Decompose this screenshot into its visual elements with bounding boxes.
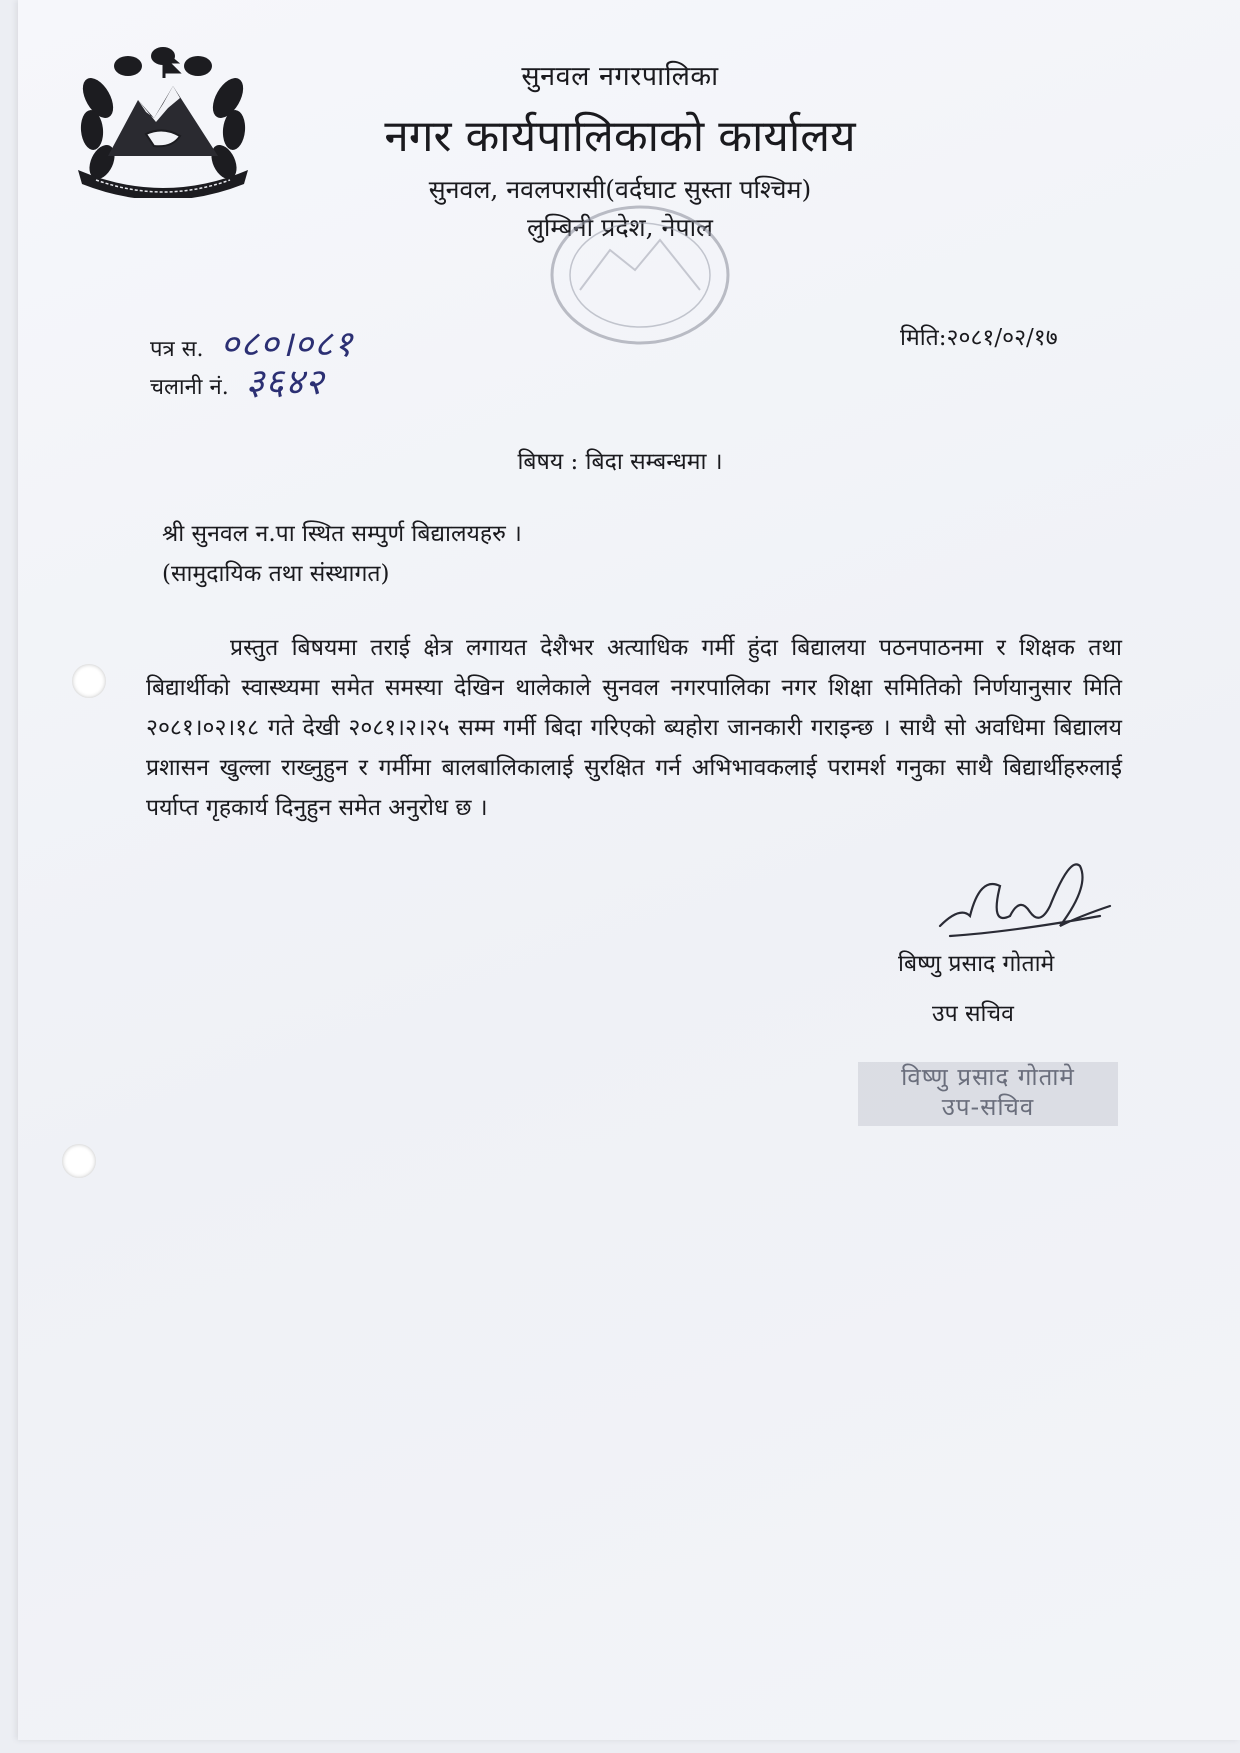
stamp-title: उप-सचिव (941, 1093, 1035, 1121)
chalani-number (150, 356, 325, 405)
addressee-line1: श्री सुनवल न.पा स्थित सम्पुर्ण बिद्यालयहरु । (162, 521, 522, 547)
chalani-label: चलानी नं. (150, 375, 229, 400)
stamp-name: विष्णु प्रसाद गोतामे (901, 1063, 1075, 1091)
office-title: नगर कार्यपालिकाको कार्यालय (384, 111, 856, 162)
address-line: सुनवल, नवलपरासी(वर्दघाट सुस्ता पश्चिम) (428, 175, 812, 204)
province-line: लुम्बिनी प्रदेश, नेपाल (526, 213, 714, 242)
punch-hole (62, 1144, 96, 1178)
chalani-value: ३६४२ (245, 362, 325, 403)
signature-scribble-icon (930, 846, 1120, 956)
letter-body: प्रस्तुत बिषयमा तराई क्षेत्र लगायत देशैभर अत्याधिक गर्मी हुंदा बिद्यालया पठनपाठनमा र शिक्षक तथा बिद्यार्थीको स्वास्थ्यमा समेत समस्या देखिन थालेकाले सुनवल नगरपालिका नगर शिक्षा समितिको निर्णयानुसार मिति २०८१।०२।१८ गते देखी २०८१।२।२५ सम्म गर्मी बिदा गरिएको ब्यहोरा जानकारी गराइन्छ । साथै सो अवधिमा बिद्यालय प्रशासन खुल्ला राख्नुहुन र गर्मीमा बालबालिकालाई सुरक्षित गर्न अभिभावकलाई परामर्श गनुका साथै बिद्यार्थीहरुलाई पर्याप्त गृहकार्य दिनुहुन समेत अनुरोध छ । (146, 635, 1122, 821)
name-stamp (858, 1062, 1118, 1126)
office-seal-icon (540, 200, 740, 350)
addressee-line2: (सामुदायिक तथा संस्थागत) (162, 561, 390, 587)
letter-subject: बिषय : बिदा सम्बन्धमा । (517, 449, 723, 475)
municipality-name: सुनवल नगरपालिका (521, 61, 719, 92)
punch-hole (72, 664, 106, 698)
signatory-title: उप सचिव (932, 1001, 1014, 1027)
patra-value: ०८०।०८१ (220, 324, 354, 365)
signatory-name: बिष्णु प्रसाद गोतामे (898, 951, 1055, 977)
patra-label: पत्र स. (150, 337, 204, 362)
letter-date: मिति:२०८१/०२/१७ (900, 325, 1058, 351)
